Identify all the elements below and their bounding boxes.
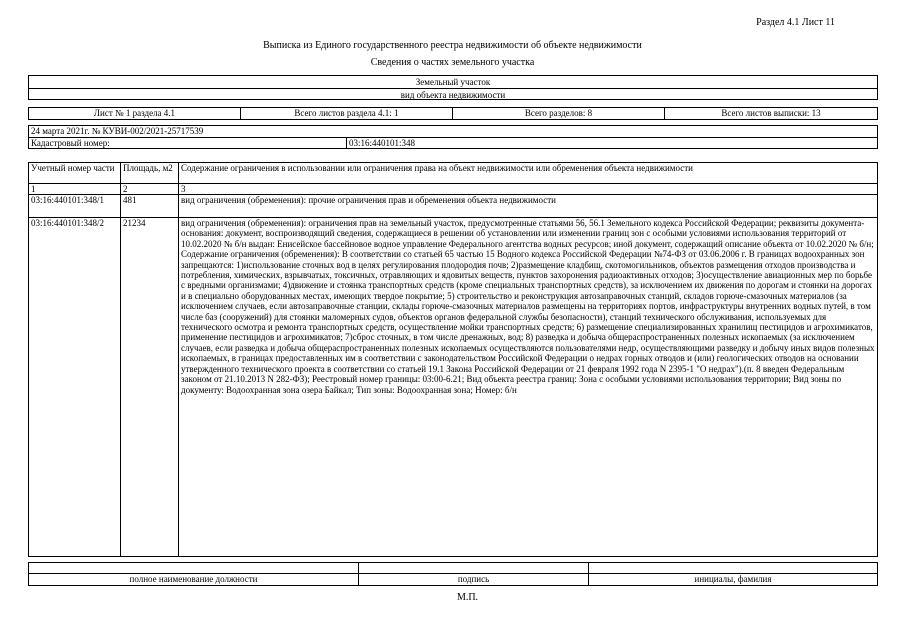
stamp-label: М.П.	[456, 592, 479, 603]
table-header-row	[29, 163, 878, 184]
part-area: 21234	[121, 218, 179, 557]
header-area: Площадь, м2	[121, 163, 179, 184]
header-content: Содержание ограничения в использовании или ограничения права на объект недвижимости или обременения объекта недвижимости	[179, 163, 878, 184]
record-date-number: 24 марта 2021г. № КУВИ-002/2021-25717539	[29, 126, 877, 138]
part-number: 03:16:440101:348/2	[29, 218, 121, 557]
total-sheets: Всего листов выписки: 13	[721, 108, 821, 118]
section-sheet-label: Раздел 4.1 Лист 11	[756, 17, 835, 28]
sheet-info-row	[28, 107, 878, 120]
header-part-number: Учетный номер части	[29, 163, 121, 184]
object-type: Земельный участок	[29, 76, 877, 89]
record-block	[28, 125, 878, 149]
position-label: полное наименование должности	[129, 574, 258, 584]
cadastral-value: 03:16:440101:348	[349, 138, 416, 148]
signature-label: подпись	[457, 574, 490, 584]
column-number: 1	[29, 184, 121, 195]
object-kind-label: вид объекта недвижимости	[400, 90, 506, 100]
table-numbering-row	[29, 184, 878, 195]
cadastral-label: Кадастровый номер:	[29, 138, 347, 149]
part-content: вид ограничения (обременения): ограничения прав на земельный участок, предусмотренные статьями 56, 56.1 Земельного кодекса Российской Федерации; реквизиты документа-основания: документ, воспроизводящий сведения, содержащиеся в решении об установлении или изменении границ зон с особыми условиями использования территорий от 10.02.2020 № б/н выдан: Енисейское бассейновое водное управление Федерального агентства водных ресурсов; иной документ, содержащий описание объекта от 10.02.2020 № б/н; Содержание ограничения (обременения): В соответствии со статьей 65 частью 15 Водного кодекса Российской Федерации №74-ФЗ от 03.06.2006 г. В границах водоохранных зон запрещаются: 1)использование сточных вод в целях регулирования плодородия почв; 2)размещение кладбищ, скотомогильников, объектов размещения отходов производства и потребления, химических, взрывчатых, токсичных, отравляющих и ядовитых веществ, пунктов захоронения радиоактивных отходов; 3)осуществление авиационных мер по борьбе с вредными организмами; 4)движение и стоянка транспортных средств (кроме специальных транспортных средств), за исключением их движения по дорогам и стоянки на дорогах и в специально оборудованных местах, имеющих твердое покрытие; 5) строительство и реконструкция автозаправочных станций, складов горюче-смазочных материалов (за исключением случаев, если автозаправочные станции, склады горюче-смазочных материалов размещены на территориях портов, инфраструктуры внутренних водных путей, в том числе баз (сооружений) для стоянки маломерных судов, объектов органов федеральной службы безопасности), станций технического обслуживания, используемых для технического осмотра и ремонта транспортных средств, осуществление мойки транспортных средств; 6) размещение специализированных хранилищ пестицидов и агрохимикатов, применение пестицидов и агрохимикатов; 7)сброс сточных, в том числе дренажных, вод; 8) разведка и добыча общераспространенных полезных ископаемых (за исключением случаев, если разведка и добыча общераспространенных полезных ископаемых осуществляются пользователями недр, осуществляющими разведку и добычу иных видов полезных ископаемых, в границах предоставленных им в соответствии с законодательством Российской Федерации о недрах горных отводов и (или) геологических отводов на основании утвержденного технического проекта в соответствии со статьей 19.1 Закона Российской Федерации от 21 февраля 1992 года N 2395-1 "О недрах").(п. 8 введен Федеральным законом от 21.10.2013 N 282-ФЗ); Реестровый номер границы: 03:00-6.21; Вид объекта реестра границ: Зона с особыми условиями использования территории; Вид зоны по документу: Водоохранная зона озера Байкал; Тип зоны: Водоохранная зона; Номер: б/н	[179, 218, 878, 557]
table-row	[29, 218, 878, 557]
part-content: вид ограничения (обременения): прочие ограничения прав и обременения объекта недвижимости	[179, 195, 878, 218]
signature-block	[28, 562, 878, 586]
column-number: 2	[121, 184, 179, 195]
sheet-number: Лист № 1 раздела 4.1	[29, 108, 241, 119]
column-number: 3	[179, 184, 878, 195]
table-row	[29, 195, 878, 218]
document-title: Выписка из Единого государственного реестра недвижимости об объекте недвижимости	[263, 40, 642, 51]
document-subtitle: Сведения о частях земельного участка	[370, 57, 535, 68]
part-number: 03:16:440101:348/1	[29, 195, 121, 218]
name-label: инициалы, фамилия	[694, 574, 772, 584]
parts-table	[28, 162, 878, 557]
part-area: 481	[121, 195, 179, 218]
total-sections: Всего разделов: 8	[453, 108, 665, 119]
object-type-block	[28, 75, 878, 100]
total-sheets-section: Всего листов раздела 4.1: 1	[241, 108, 453, 119]
